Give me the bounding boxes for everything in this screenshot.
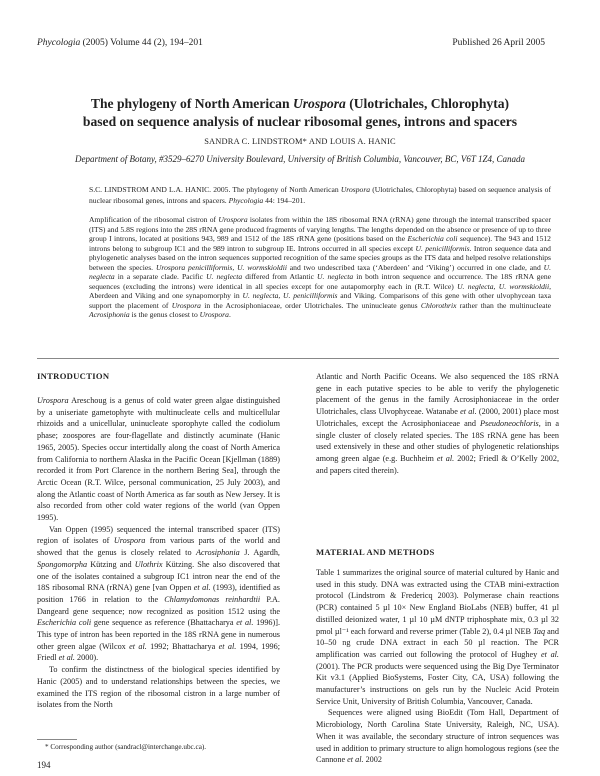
abstract-text: rather than the multinucleate xyxy=(456,300,551,310)
corresponding-author-footnote: * Corresponding author (sandracl@interchange.ubc.ca). xyxy=(45,743,207,751)
intro-text: from various parts of the world and showed that the genus is closely related to xyxy=(37,536,280,558)
intro-text: 1994, 1996; Friedl xyxy=(37,641,280,663)
abstract-text: Acrosiphonia xyxy=(89,310,130,319)
abstract-text: Escherichia coli xyxy=(407,234,458,243)
methods-paragraph-1 xyxy=(316,567,559,707)
abstract-text: Urospora xyxy=(218,215,248,224)
intro-text: et al. xyxy=(460,407,477,417)
intro-text: Kützing. She also discovered that one of the isolates contained a subgroup IC1 intron near the end of the 18S ribosomal RNA (rRNA) gene [van Oppen xyxy=(37,559,281,593)
intro-text: 1996)]. This type of intron has been reported in the 18S rRNA gene in numerous other green algae (Wilcox xyxy=(37,618,281,651)
intro-text: et al. xyxy=(193,583,211,593)
abstract-text: . Intron sequence data and phylogenetic analyses based on the intron sequences supported recognition of the same species groups as the ITS data and helped resolve relationships between the species. xyxy=(89,243,551,272)
intro-text: Kützing and xyxy=(87,559,135,569)
methods-text: Sequences were aligned using BioEdit (Tom Hall, Department of Microbiology, North Carolina State University, Raleigh, NC, USA). When it was available, the secondary structure of intron sequences was used in addition to primary structure to align homologous regions (see the Cannone xyxy=(316,708,559,765)
abstract-text: is the genus closest to xyxy=(129,310,200,319)
journal-issue: (2005) Volume 44 (2), 194–201 xyxy=(82,38,203,48)
intro-text: gene sequence as reference (Bhattacharya xyxy=(91,618,237,628)
methods-text: Table 1 summarizes the original source of material cultured by Hanic and used in this study. DNA was extracted using the CTAB mini-extraction protocol (Lindstrom & Fredericq 2003). Polymerase chain reactions (PCR) contained 5 µl 10× New England BioLabs (NEB) buffer, 41 µl distilled deionized water, 1 µl 10 µM dNTP triphosphate mix, 0.3 µl 32 pmol µl⁻¹ each forward and reverse primer (Table 2), 0.4 µl NEB xyxy=(316,568,559,636)
intro-text: Urospora xyxy=(37,396,69,405)
intro-text: Chlamydomonas reinhardtii xyxy=(164,594,261,604)
intro-text: 2000). xyxy=(74,653,99,663)
methods-text: (2001). The PCR products were sequenced using the Big Dye Terminator Kit v3.1 (Applied BioSystems, Foster City, CA, USA) following the manufacturer’s instructions on gels run by the Nucleic Acid Protein Service Unit, University of British Columbia, Vancouver, Canada. xyxy=(316,661,559,706)
abstract-text: and two undescribed taxa (‘Aberdeen’ and ‘Viking’) occurred in one clade, and xyxy=(286,262,544,272)
abstract-text: U. penicilliformis xyxy=(415,243,470,253)
methods-heading: MATERIAL AND METHODS xyxy=(316,547,435,557)
citation-text: (Ulotrichales, Chlorophyta) based on sequence analysis of nuclear ribosomal genes, introns and spacers. xyxy=(89,185,551,205)
abstract-text: Chlorothrix xyxy=(420,300,457,310)
article-title xyxy=(40,95,560,131)
citation-text: Phycologia xyxy=(228,195,264,205)
abstract-text: Amplification of the ribosomal cistron of xyxy=(89,215,219,224)
intro-heading: INTRODUCTION xyxy=(37,371,110,381)
citation-text: 44: 194–201. xyxy=(263,195,306,205)
intro-text: Escherichia coli xyxy=(37,618,92,628)
intro-text: Pseudoneochloris xyxy=(480,418,539,428)
intro-text: et al. xyxy=(58,653,75,663)
citation-text: S.C. LINDSTROM AND L.A. HANIC. 2005. The phylogeny of North American xyxy=(89,185,341,194)
abstract-text: Urospora xyxy=(199,310,229,319)
intro-text: et al. xyxy=(129,641,147,651)
methods-paragraph-2 xyxy=(316,707,559,766)
abstract-text: Urospora xyxy=(171,300,201,310)
intro-text: Acrosiphonia xyxy=(195,548,240,558)
intro-text: et al. xyxy=(236,618,254,628)
intro-text: P.A. Dangeard gene sequence; now recognized as position 1512 using the xyxy=(37,594,280,616)
methods-text: et al. xyxy=(347,755,364,765)
methods-text: 2002 xyxy=(363,755,382,765)
title-part: (Ulotrichales, Chlorophyta) xyxy=(345,96,510,111)
abstract-text: U. neglecta xyxy=(89,262,551,281)
intro-text: (2000, 2001) place most Ulotrichales, except the Acrosiphoniaceae and xyxy=(316,407,559,428)
abstract-text: isolates from within the 18S ribosomal RNA (rRNA) gene through the internal transcribed spacer (ITS) and 5.8S regions into the 28S rRNA gene produced fragments of varying lengths. The lengths depended on the absence or presence of up to three group I introns, located at positions 943, 989 and 1512 of the 18S rRNA gene (positions based on the xyxy=(89,215,551,243)
intro-text: J. Agardh, xyxy=(239,548,280,558)
affiliation: Department of Botany, #3529–6270 University Boulevard, University of British Columbia, Vancouver, BC, V6T 1Z4, Canada xyxy=(75,154,525,164)
abstract-text: U. neglecta, U. penicilliformis xyxy=(242,291,338,300)
abstract-text: and Viking. Comparisons of this gene with other ulvophycean taxa support the placement of xyxy=(89,291,552,310)
intro-text: Van Oppen (1995) sequenced the internal transcribed spacer (ITS) region of isolates of xyxy=(37,524,280,546)
intro-text: Ulothrix xyxy=(134,559,163,569)
intro-text: Areschoug is a genus of cold water green algae distinguished by a uniseriate gametophyte with multinucleate cells and multicellular rhizoids and a unicellular, uninucleate sporophyte called the codiolum phase; zoospores are four-flagellate and distinctly acuminate (Hanic 1965, 2005). Species occur intertidally along the coast of North America from California to northern Alaska in the Pacific Ocean [Kjellman (1889) recorded it from Port Clarence in the northern Bering Sea], through the Arctic Ocean (R.T. Wilce, personal communication, 25 July 2003), and along the Atlantic coast of North America as far south as New Jersey. It is also recorded from other cold water regions of the world (van Oppen 1995). xyxy=(37,396,280,523)
intro-text: Urospora xyxy=(113,536,146,546)
intro-text: et al. xyxy=(218,641,237,651)
abstract-text: U. neglecta xyxy=(206,272,243,281)
title-part: The phylogeny of North American xyxy=(90,96,293,111)
abstract-text: U. neglecta, U. wormskioldii xyxy=(457,281,550,291)
title-line-2: based on sequence analysis of nuclear ribosomal genes, introns and spacers xyxy=(82,114,518,129)
intro-text: Atlantic and North Pacific Oceans. We also sequenced the 18S rRNA gene in each putative species to be able to verify the phylogenetic placement of the genus in the family Acrosiphoniaceae in the order Ulotrichales, class Ulvophyceae. Watanabe xyxy=(316,372,559,417)
intro-text: 2002; Friedl & O’Kelly 2002, and papers cited therein). xyxy=(316,453,559,475)
intro-paragraph-continued xyxy=(316,371,559,476)
intro-text: 1992; Bhattacharya xyxy=(146,641,219,651)
abstract-text: in a separate clade. Pacific xyxy=(114,272,207,281)
citation xyxy=(89,185,551,206)
published-date: Published 26 April 2005 xyxy=(452,38,545,48)
intro-paragraph-2 xyxy=(37,524,280,664)
abstract-text: sequence). The 943 and 1512 introns belong to subgroup IC1 and the 989 intron to subgroup IE. Introns occurred in all species except xyxy=(89,234,551,253)
intro-paragraph-1 xyxy=(37,395,280,524)
intro-continued-column xyxy=(316,371,559,476)
footnote-rule xyxy=(37,739,77,740)
intro-paragraph-3: To confirm the distinctness of the biological species identified by Hanic (2005) and to understand relationships between the species, we examined the ITS region of the ribosomal cistron in a large number of isolates from the North xyxy=(37,665,280,710)
intro-text: et al. xyxy=(436,453,455,463)
abstract-text: , Aberdeen and Viking and one synapomorphy in xyxy=(89,281,551,300)
methods-text: et al. xyxy=(540,649,559,659)
journal-header xyxy=(37,38,203,48)
intro-text: (1993), identified as position 1766 in relation to the xyxy=(37,583,280,604)
abstract-text: in both intron sequence and occurrence. The 18S rRNA gene sequences (excluding the introns) were identical in all species except for one autapomorphy each in (R.T. Wilce) xyxy=(89,272,551,291)
journal-name: Phycologia xyxy=(37,38,81,48)
abstract-text: Urospora penicilliformis, U. wormskioldii xyxy=(155,262,287,272)
abstract-text: in the Acrosiphoniaceae, order Ulotrichales. The uninucleate genus xyxy=(200,300,421,310)
intro-text: Spongomorpha xyxy=(37,559,88,569)
citation-text: Urospora xyxy=(340,185,371,194)
title-genus: Urospora xyxy=(292,96,346,111)
intro-text: , in a single cluster of closely related species. The 18S rRNA gene has been used extensively in these and other studies of phylogenetic relationships among green algae (e.g. Buchheim xyxy=(316,418,559,463)
methods-column xyxy=(316,567,559,766)
abstract-text: U. neglecta xyxy=(317,272,354,281)
section-divider xyxy=(37,358,559,359)
authors: SANDRA C. LINDSTROM* AND LOUIS A. HANIC xyxy=(204,137,396,146)
abstract-text: differed from Atlantic xyxy=(242,272,318,281)
intro-column xyxy=(37,395,280,711)
abstract xyxy=(89,215,551,320)
methods-text: and 10–50 ng crude DNA extract in each 50 µl reaction. The PCR amplification was carried out following the protocol of Hughey xyxy=(316,626,559,659)
abstract-text: . xyxy=(228,310,231,319)
page-number: 194 xyxy=(37,760,51,770)
methods-text: Taq xyxy=(533,626,546,636)
